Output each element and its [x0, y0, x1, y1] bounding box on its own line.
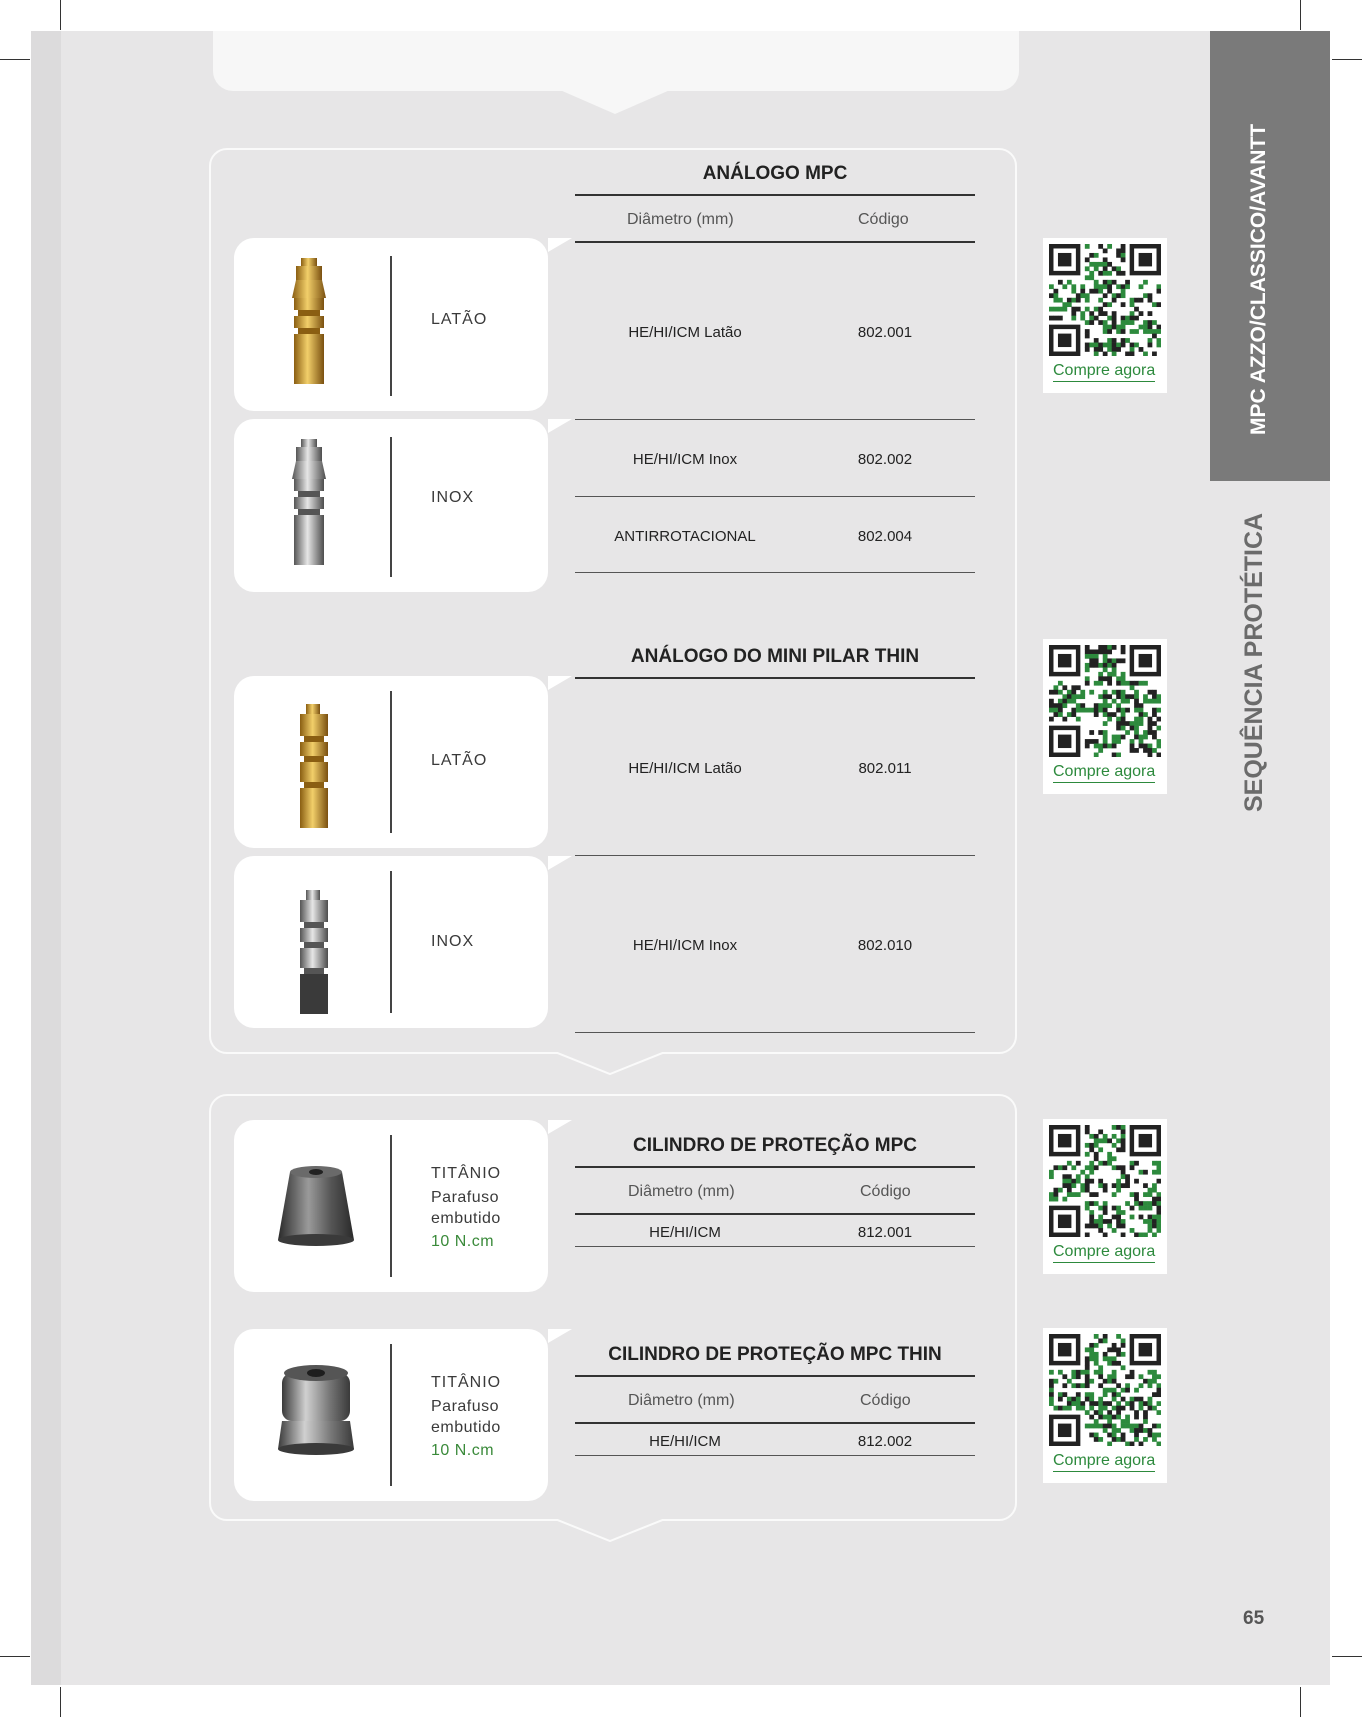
product-card-analogo-thin-latao [234, 676, 548, 848]
buy-now-link[interactable]: Compre agora [1053, 362, 1155, 382]
rule [575, 855, 975, 856]
qr-code-analogo-thin[interactable] [1043, 639, 1167, 794]
material-label: LATÃO [431, 311, 488, 328]
material-label: TITÂNIO [431, 1374, 502, 1391]
row-diameter: HE/HI/ICM Latão [628, 760, 742, 777]
rule [575, 1422, 975, 1424]
material-label: LATÃO [431, 752, 488, 769]
qr-code-icon [1049, 244, 1161, 356]
titanium-cylinder-image [276, 1164, 356, 1250]
row-code: 802.004 [857, 528, 913, 545]
crop-mark [60, 0, 61, 30]
analogo-thin-title: ANÁLOGO DO MINI PILAR THIN [630, 646, 920, 667]
crop-mark [60, 1687, 61, 1717]
qr-code-icon [1049, 1334, 1161, 1446]
product-card-analogo-mpc-latao [234, 238, 548, 411]
material-label: INOX [431, 933, 475, 950]
torque-value: 10 N.cm [431, 1233, 495, 1250]
rule [575, 1246, 975, 1247]
sidebar-category: MPC AZZO/CLASSICO/AVANTT [1247, 123, 1270, 435]
row-code: 802.002 [857, 451, 913, 468]
col-diameter-header: Diâmetro (mm) [628, 1392, 735, 1409]
row-code: 812.002 [857, 1433, 913, 1450]
material-label: INOX [431, 489, 475, 506]
screw-note: Parafuso embutido 10 N.cm [431, 1398, 501, 1459]
product-card-cilindro-mpc [234, 1120, 548, 1292]
page-margin [31, 31, 61, 1685]
rule [575, 572, 975, 573]
analogo-mpc-title: ANÁLOGO MPC [702, 163, 848, 184]
torque-value: 10 N.cm [431, 1442, 495, 1459]
sidebar-section: SEQUÊNCIA PROTÉTICA [1240, 512, 1268, 812]
buy-now-link[interactable]: Compre agora [1053, 1452, 1155, 1472]
row-diameter: HE/HI/ICM Inox [632, 937, 738, 954]
qr-code-analogo-mpc[interactable] [1043, 238, 1167, 393]
product-card-cilindro-mpc-thin [234, 1329, 548, 1501]
col-code-header: Código [860, 1392, 911, 1409]
row-diameter: HE/HI/ICM [649, 1433, 721, 1450]
col-diameter-header: Diâmetro (mm) [628, 1183, 735, 1200]
crop-mark [0, 59, 30, 60]
qr-code-cilindro-thin[interactable] [1043, 1328, 1167, 1483]
panel-notch [555, 1519, 665, 1543]
buy-now-link[interactable]: Compre agora [1053, 763, 1155, 783]
page-number: 65 [1243, 1608, 1265, 1629]
screw-note: Parafuso embutido 10 N.cm [431, 1189, 501, 1250]
col-code-header: Código [858, 211, 909, 228]
steel-thin-analog-image [296, 890, 332, 1016]
row-diameter: ANTIRROTACIONAL [614, 528, 756, 545]
rule [575, 241, 975, 243]
rule [575, 1375, 975, 1377]
crop-mark [0, 1656, 30, 1657]
rule [575, 677, 975, 679]
material-label: TITÂNIO [431, 1165, 502, 1182]
rule [575, 1166, 975, 1168]
crop-mark [1332, 1656, 1362, 1657]
rule [575, 194, 975, 196]
row-diameter: HE/HI/ICM Latão [628, 324, 742, 341]
titanium-thin-cylinder-image [276, 1363, 356, 1463]
crop-mark [1300, 1687, 1301, 1717]
product-card-analogo-mpc-inox [234, 419, 548, 592]
rule [575, 1032, 975, 1033]
qr-code-cilindro-mpc[interactable] [1043, 1119, 1167, 1274]
steel-analog-image [284, 439, 334, 565]
cilindro-thin-title: CILINDRO DE PROTEÇÃO MPC THIN [608, 1344, 942, 1365]
col-diameter-header: Diâmetro (mm) [627, 211, 734, 228]
row-code: 802.001 [857, 324, 913, 341]
row-code: 802.011 [858, 760, 912, 777]
panel-notch [555, 1052, 665, 1076]
col-code-header: Código [860, 1183, 911, 1200]
top-banner-notch [560, 90, 670, 114]
crop-mark [1332, 59, 1362, 60]
crop-mark [1300, 0, 1301, 30]
buy-now-link[interactable]: Compre agora [1053, 1243, 1155, 1263]
rule [575, 496, 975, 497]
brass-thin-analog-image [296, 704, 332, 830]
cilindro-mpc-title: CILINDRO DE PROTEÇÃO MPC [633, 1135, 917, 1156]
brass-analog-image [284, 258, 334, 384]
rule [575, 419, 975, 420]
row-diameter: HE/HI/ICM [649, 1224, 721, 1241]
row-code: 802.010 [857, 937, 913, 954]
top-banner [213, 31, 1019, 91]
product-card-analogo-thin-inox [234, 856, 548, 1028]
qr-code-icon [1049, 1125, 1161, 1237]
rule [575, 1213, 975, 1215]
qr-code-icon [1049, 645, 1161, 757]
row-code: 812.001 [857, 1224, 913, 1241]
row-diameter: HE/HI/ICM Inox [632, 451, 738, 468]
rule [575, 1455, 975, 1456]
